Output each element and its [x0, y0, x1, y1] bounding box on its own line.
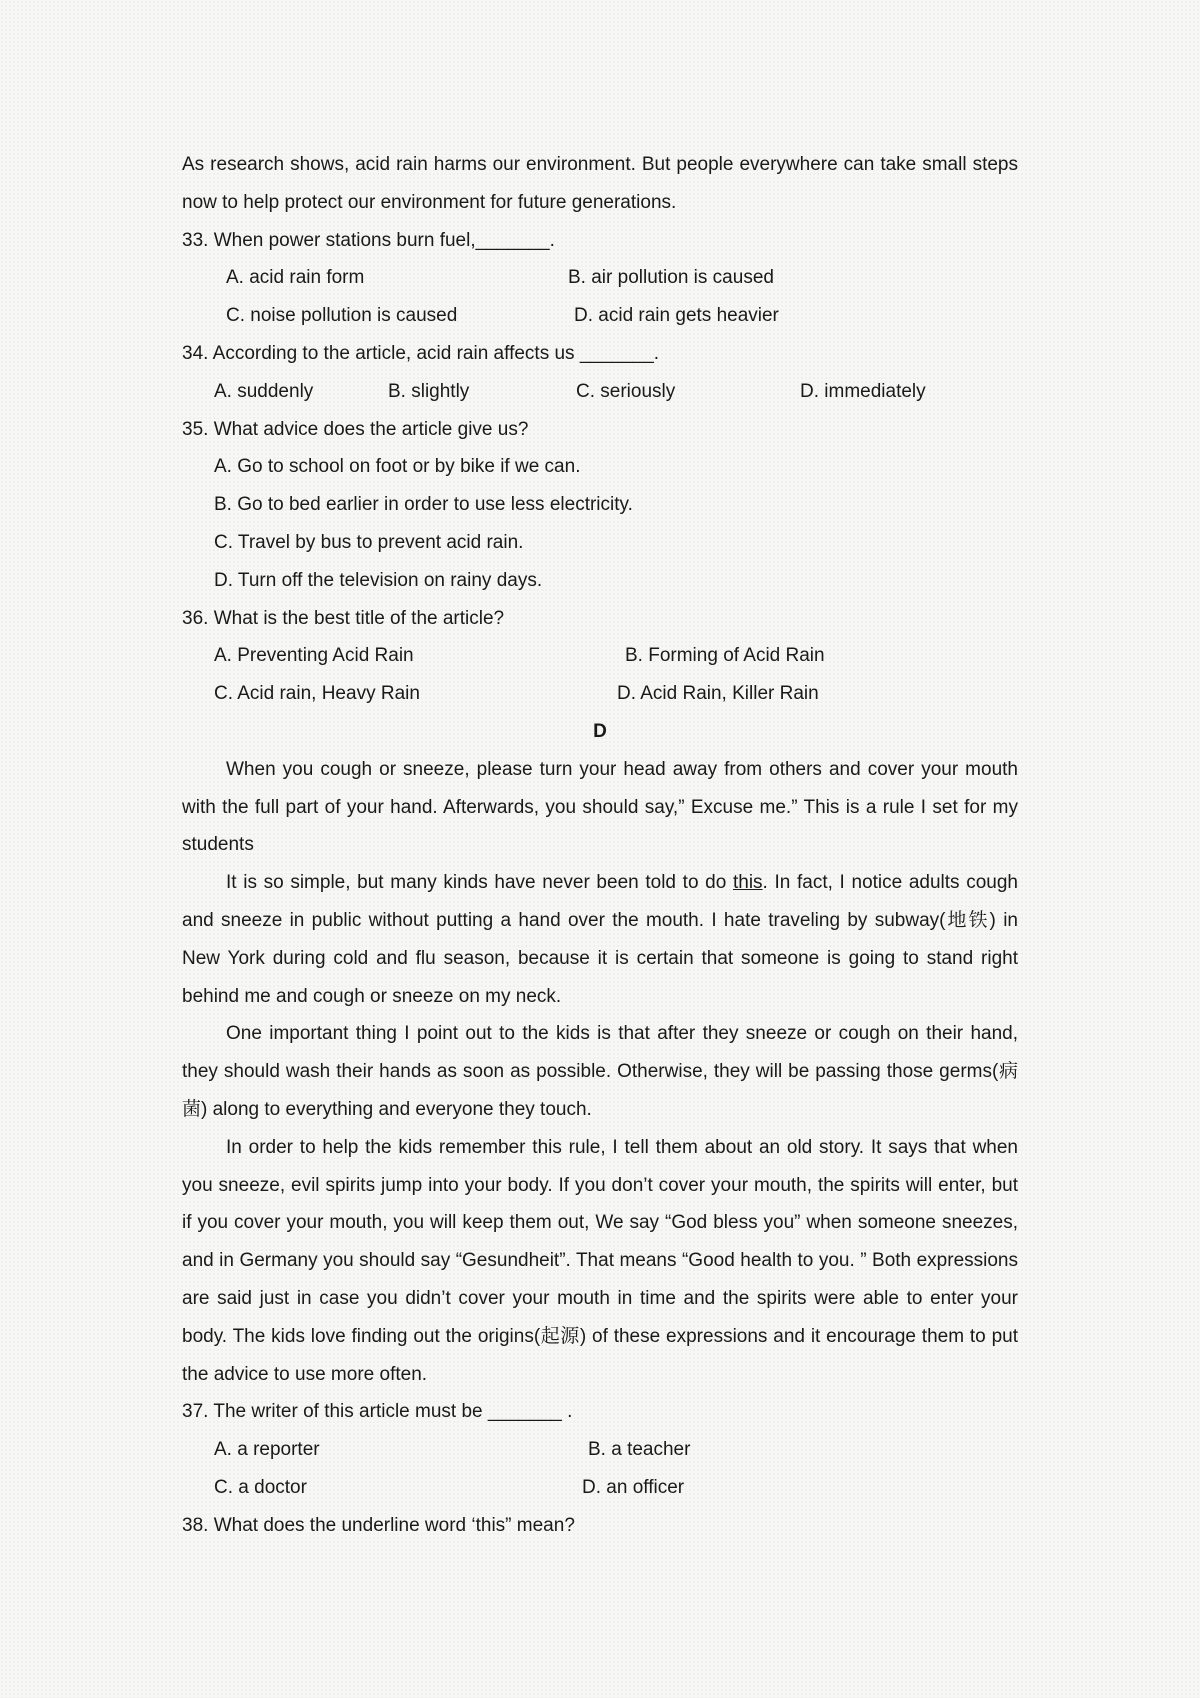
q37-option-a: A. a reporter	[214, 1439, 320, 1461]
q36-option-c: C. Acid rain, Heavy Rain	[214, 683, 420, 705]
question-35: 35. What advice does the article give us?	[182, 418, 529, 440]
q37-options-row-2	[182, 1469, 1018, 1507]
q37-option-d: D. an officer	[582, 1476, 685, 1498]
q35-option-c: C. Travel by bus to prevent acid rain.	[214, 531, 524, 553]
question-36: 36. What is the best title of the article?	[182, 607, 505, 629]
q36-option-b: B. Forming of Acid Rain	[625, 645, 825, 667]
question-33: 33. When power stations burn fuel,_______.	[182, 229, 555, 251]
paragraph-2-text-before: It is so simple, but many kinds have never been told to do	[226, 872, 733, 894]
q34-options-row	[182, 373, 1018, 411]
intro-line-2: now to help protect our environment for future generations.	[182, 191, 677, 213]
q36-option-d: D. Acid Rain, Killer Rain	[617, 683, 819, 705]
passage-d-paragraph-1: When you cough or sneeze, please turn your head away from others and cover your mouth with the full part of your hand. Afterwards, you should say,” Excuse me.” This is a rule I set for my students	[182, 758, 1018, 856]
q34-option-a: A. suddenly	[214, 380, 314, 402]
q33-option-c: C. noise pollution is caused	[226, 305, 458, 327]
question-34: 34. According to the article, acid rain affects us _______.	[182, 342, 660, 364]
q36-options-row-2	[182, 675, 1018, 713]
q33-option-d: D. acid rain gets heavier	[574, 305, 779, 327]
exam-page	[182, 146, 1018, 1544]
q36-options-row-1	[182, 637, 1018, 675]
underlined-word-this: this	[732, 872, 763, 894]
q37-option-b: B. a teacher	[588, 1439, 691, 1461]
question-38: 38. What does the underline word ‘this” mean?	[182, 1514, 575, 1536]
q34-option-d: D. immediately	[800, 380, 926, 402]
q35-option-a: A. Go to school on foot or by bike if we can.	[214, 456, 581, 478]
q35-option-d: D. Turn off the television on rainy days.	[214, 569, 543, 591]
q36-option-a: A. Preventing Acid Rain	[214, 645, 414, 667]
q33-option-b: B. air pollution is caused	[568, 267, 774, 289]
passage-d-paragraph-4: In order to help the kids remember this rule, I tell them about an old story. It says that when you sneeze, evil spirits jump into your body. If you don’t cover your mouth, the spirits will enter, but if you cover your mouth, you will keep them out, We say “God bless you” when someone sneezes, and in Germany you should say “Gesundheit”. That means “Good health to you. ” Both expressions are said just in case you didn’t cover your mouth in time and the spirits were able to enter your body. The kids love finding out the origins(起源) of these expressions and it encourage them to put the advice to use more often.	[182, 1136, 1018, 1385]
q33-options-row-1	[182, 259, 1018, 297]
paragraph-2-text-after: . In fact, I notice adults cough and sneeze in public without putting a hand over the mouth. I hate traveling by subway(地铁) in New York during cold and flu season, because it is certain that someone is going to stand right behind me and cough or sneeze on my neck.	[182, 872, 1018, 1007]
section-d-heading: D	[593, 720, 607, 742]
passage-d-paragraph-2	[182, 864, 1018, 1015]
q34-option-b: B. slightly	[388, 380, 470, 402]
passage-d-paragraph-3: One important thing I point out to the kids is that after they sneeze or cough on their hand, they should wash their hands as soon as possible. Otherwise, they will be passing those germs(病菌) along to everything and everyone they touch.	[182, 1023, 1018, 1120]
q33-options-row-2	[182, 297, 1018, 335]
intro-line-1: As research shows, acid rain harms our environment. But people everywhere can take small steps	[182, 154, 1018, 175]
q33-option-a: A. acid rain form	[226, 267, 365, 289]
question-37: 37. The writer of this article must be _______ .	[182, 1401, 573, 1423]
q37-option-c: C. a doctor	[214, 1476, 307, 1498]
q35-option-b: B. Go to bed earlier in order to use less electricity.	[214, 494, 633, 516]
q37-options-row-1	[182, 1431, 1018, 1469]
q34-option-c: C. seriously	[576, 380, 676, 402]
